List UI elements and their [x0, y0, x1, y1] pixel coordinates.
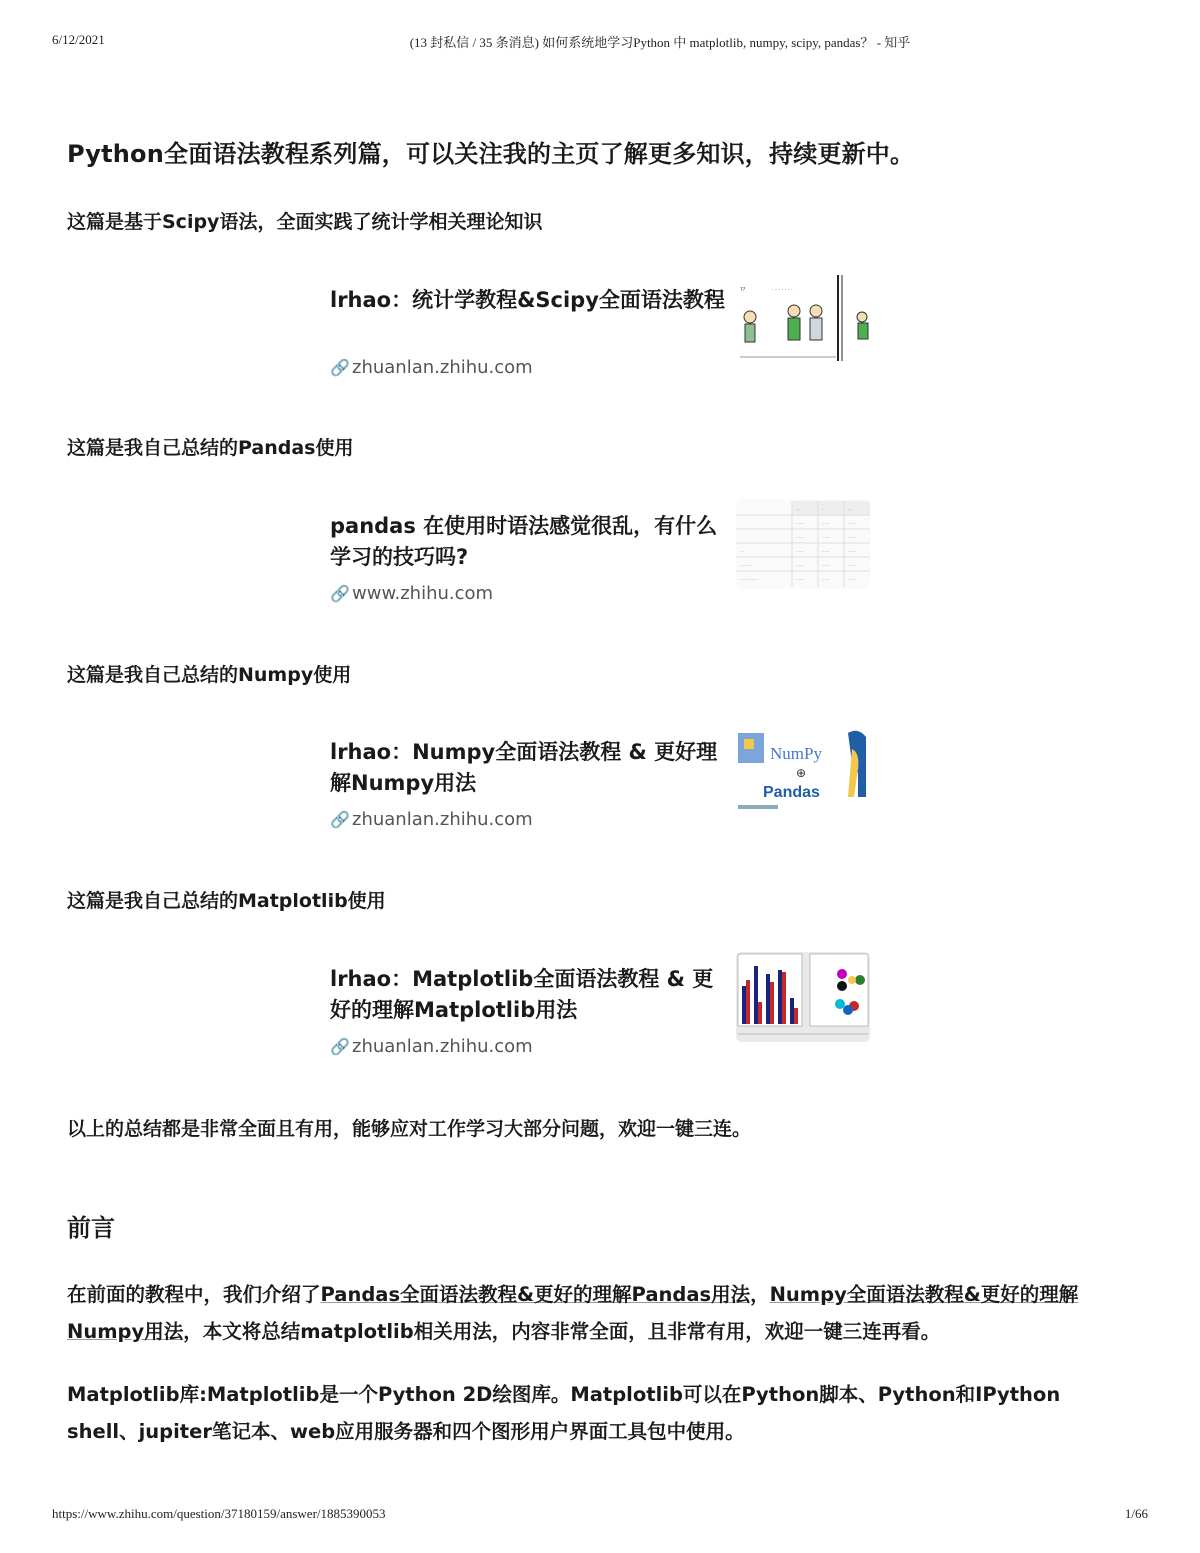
svg-text:⊕: ⊕: [796, 766, 807, 780]
link-card-pandas[interactable]: [330, 507, 875, 623]
section-intro-pandas: 这篇是我自己总结的Pandas使用: [67, 437, 354, 459]
chart-thumbnail[interactable]: [736, 952, 870, 1042]
article-headline: Python全面语法教程系列篇，可以关注我的主页了解更多知识，持续更新中。: [67, 140, 915, 168]
link-card-numpy[interactable]: [330, 737, 875, 849]
preface-paragraph-2: Matplotlib库:Matplotlib是一个Python 2D绘图库。Matplotlib可以在Python脚本、Python和IPython shell、jupiter笔记本、web应用服务器和四个图形用户界面工具包中使用。: [67, 1383, 1061, 1443]
section-intro-numpy: 这篇是我自己总结的Numpy使用: [67, 664, 352, 686]
svg-text:······: ······: [822, 535, 830, 540]
svg-text:···: ···: [740, 549, 744, 554]
link-card-url[interactable]: 🔗 zhuanlan.zhihu.com: [330, 1036, 533, 1057]
link-card-title[interactable]: lrhao：Matplotlib全面语法教程 & 更好的理解Matplotlib用法: [330, 967, 714, 1022]
comic-thumbnail[interactable]: [736, 273, 870, 363]
section-intro-scipy: 这篇是基于Scipy语法，全面实践了统计学相关理论知识: [67, 211, 543, 233]
svg-text:······: ······: [822, 577, 830, 582]
numpy-logo-text: NumPy: [770, 744, 822, 763]
link-card-url[interactable]: 🔗 zhuanlan.zhihu.com: [330, 809, 533, 830]
svg-text:??: ??: [740, 287, 746, 293]
preface-paragraph-1: 在前面的教程中，我们介绍了Pandas全面语法教程&更好的理解Pandas用法，Numpy全面语法教程&更好的理解Numpy用法，本文将总结matplotlib相关用法，内容非常全面，且非常有用，欢迎一键三连再看。: [67, 1283, 1079, 1343]
svg-text:··············: ··············: [740, 577, 758, 582]
svg-text:···: ···: [848, 507, 852, 512]
link-card-title[interactable]: lrhao：统计学教程&Scipy全面语法教程: [330, 288, 725, 312]
preface-heading: 前言: [67, 1214, 115, 1242]
link-card-title[interactable]: lrhao：Numpy全面语法教程 & 更好理解Numpy用法: [330, 740, 718, 795]
svg-text:····: ····: [796, 507, 802, 512]
svg-text:······: ······: [822, 521, 830, 526]
link-icon: 🔗: [330, 810, 350, 829]
svg-text:······: ······: [822, 563, 830, 568]
link-card-url[interactable]: 🔗 zhuanlan.zhihu.com: [330, 357, 533, 378]
svg-text:···: ···: [822, 507, 826, 512]
pandas-tutorial-link[interactable]: Pandas全面语法教程&更好的理解Pandas用法: [320, 1283, 751, 1306]
summary-line: 以上的总结都是非常全面且有用，能够应对工作学习大部分问题，欢迎一键三连。: [67, 1118, 752, 1140]
print-url: https://www.zhihu.com/question/37180159/answer/1885390053: [52, 1506, 386, 1521]
svg-text:······: ······: [848, 577, 856, 582]
pandas-logo-text: Pandas: [763, 784, 820, 801]
svg-text:······: ······: [796, 577, 804, 582]
link-icon: 🔗: [330, 584, 350, 603]
link-card-matplotlib[interactable]: [330, 964, 875, 1076]
print-date: 6/12/2021: [52, 32, 105, 47]
link-icon: 🔗: [330, 358, 350, 377]
svg-text:······: ······: [796, 563, 804, 568]
svg-text:······: ······: [796, 549, 804, 554]
numpy-tutorial-link[interactable]: Numpy全面语法教程&更好的理解Numpy用法: [67, 1283, 1079, 1343]
numpy-pandas-thumbnail[interactable]: [736, 725, 870, 815]
link-icon: 🔗: [330, 1037, 350, 1056]
svg-text:······: ······: [796, 535, 804, 540]
link-card-scipy[interactable]: [330, 285, 875, 397]
svg-text:······: ······: [848, 563, 856, 568]
table-thumbnail[interactable]: [736, 499, 870, 589]
svg-text:······: ······: [848, 549, 856, 554]
svg-text:··········: ··········: [740, 563, 753, 568]
svg-text:······: ······: [848, 535, 856, 540]
svg-text:· · · · · · ·: · · · · · · ·: [772, 287, 793, 293]
section-intro-matplotlib: 这篇是我自己总结的Matplotlib使用: [67, 890, 386, 912]
link-card-url[interactable]: 🔗 www.zhihu.com: [330, 583, 494, 604]
print-page-title: (13 封私信 / 35 条消息) 如何系统地学习Python 中 matplotlib, numpy, scipy, pandas？ - 知乎: [409, 35, 911, 50]
svg-text:······: ······: [796, 521, 804, 526]
print-page-number: 1/66: [1124, 1506, 1148, 1521]
svg-text:······: ······: [848, 521, 856, 526]
link-card-title[interactable]: pandas 在使用时语法感觉很乱，有什么学习的技巧吗?: [330, 514, 718, 569]
svg-text:······: ······: [822, 549, 830, 554]
